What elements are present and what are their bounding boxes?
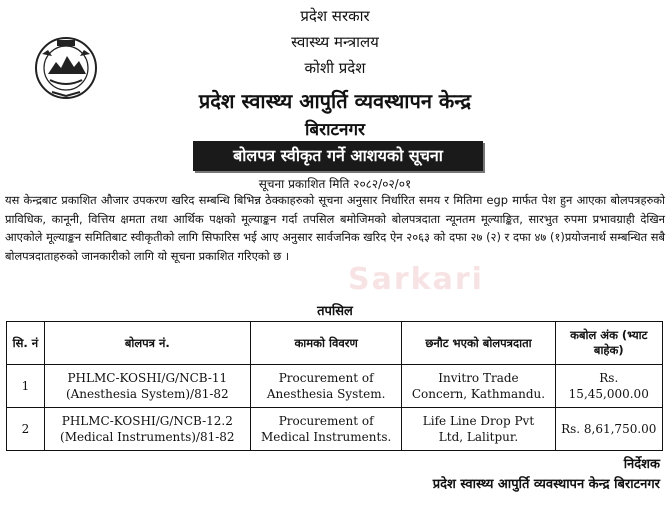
cell-amount	[555, 408, 662, 451]
amount-line1: Rs. 8,61,750.00	[561, 422, 657, 436]
desc-line2: Anesthesia System.	[266, 387, 386, 401]
bid-table	[6, 321, 663, 451]
watermark: Sarkari	[348, 262, 484, 297]
notice-body: यस केन्द्रबाट प्रकाशित औजार उपकरण खरिद सम्बन्धि बिभिन्न ठेक्काहरुको सूचना अनुसार निर्धारित समय र मितिमा egp मार्फत पेश हुन आएका बोलपत्रहरुको प्राविधिक, कानूनी, वित्तिय क्षमता तथा आर्थिक पक्षको मूल्याङ्कन गर्दा तपसिल बमोजिमको बोलपत्रदाता न्यूनतम मूल्याङ्कित, सारभुत रुपमा प्रभावग्राही देखिन आएकोले मूल्याङ्कन समितिबाट स्वीकृतीको लागि सिफारिस भई आए अनुसार सार्वजनिक खरिद ऐन २०६३ को दफा २७ (२) र दफा ४७ (१)प्रयोजनार्थ सम्बन्धित सबै बोलपत्रदाताहरुको जानकारीको लागि यो सूचना प्रकाशित गरिएको छ ।	[5, 193, 665, 263]
amount-line2: 15,45,000.00	[568, 387, 649, 401]
header-bidder: छनौट भएको बोलपत्रदाता	[402, 322, 555, 365]
organization-title: प्रदेश स्वास्थ्य आपुर्ति व्यवस्थापन केन्द्र	[198, 89, 472, 113]
province-label: कोशी प्रदेश	[304, 59, 366, 77]
city-label: बिराटनगर	[305, 120, 365, 140]
table-row	[7, 408, 663, 451]
government-label: प्रदेश सरकार	[300, 7, 370, 25]
cell-bid-no	[44, 365, 250, 408]
ministry-label: स्वास्थ्य मन्त्रालय	[291, 33, 379, 51]
notice-banner: बोलपत्र स्वीकृत गर्ने आशयको सूचना	[193, 141, 483, 171]
cell-sn: 1	[7, 365, 45, 408]
cell-bid-no	[44, 408, 250, 451]
signatory-org: प्रदेश स्वास्थ्य आपुर्ति व्यवस्थापन केन्द्र बिराटनगर	[432, 477, 660, 492]
bidder-line2: Ltd, Lalitpur.	[438, 430, 519, 444]
bidder-line1: Life Line Drop Pvt	[422, 414, 535, 428]
cell-description	[250, 365, 402, 408]
signatory-title: निर्देशक	[623, 457, 660, 472]
table-row	[7, 365, 663, 408]
published-date: सूचना प्रकाशित मिति २०८२/०२/०१	[258, 177, 412, 191]
bid-no-line1: PHLMC-KOSHI/G/NCB-11	[67, 371, 228, 385]
bid-no-line2: (Anesthesia System)/81-82	[65, 387, 229, 401]
desc-line1: Procurement of	[278, 371, 374, 385]
cell-bidder	[402, 365, 555, 408]
cell-amount	[555, 365, 662, 408]
bid-no-line2: (Medical Instruments)/81-82	[60, 430, 235, 444]
cell-description	[250, 408, 402, 451]
table-header-row	[7, 322, 663, 365]
amount-line1: Rs.	[599, 371, 619, 385]
table-title: तपसिल	[317, 304, 353, 319]
header-description: कामको विवरण	[250, 322, 402, 365]
header-bid-no: बोलपत्र नं.	[44, 322, 250, 365]
desc-line2: Medical Instruments.	[260, 430, 392, 444]
bid-no-line1: PHLMC-KOSHI/G/NCB-12.2	[61, 414, 233, 428]
desc-line1: Procurement of	[278, 414, 374, 428]
cell-sn: 2	[7, 408, 45, 451]
header-amount: कबोल अंक (भ्याट बाहेक)	[555, 322, 662, 365]
bidder-line1: Invitro Trade	[438, 371, 519, 385]
bidder-line2: Concern, Kathmandu.	[411, 387, 546, 401]
cell-bidder	[402, 408, 555, 451]
header-sn: सि. नं	[7, 322, 45, 365]
